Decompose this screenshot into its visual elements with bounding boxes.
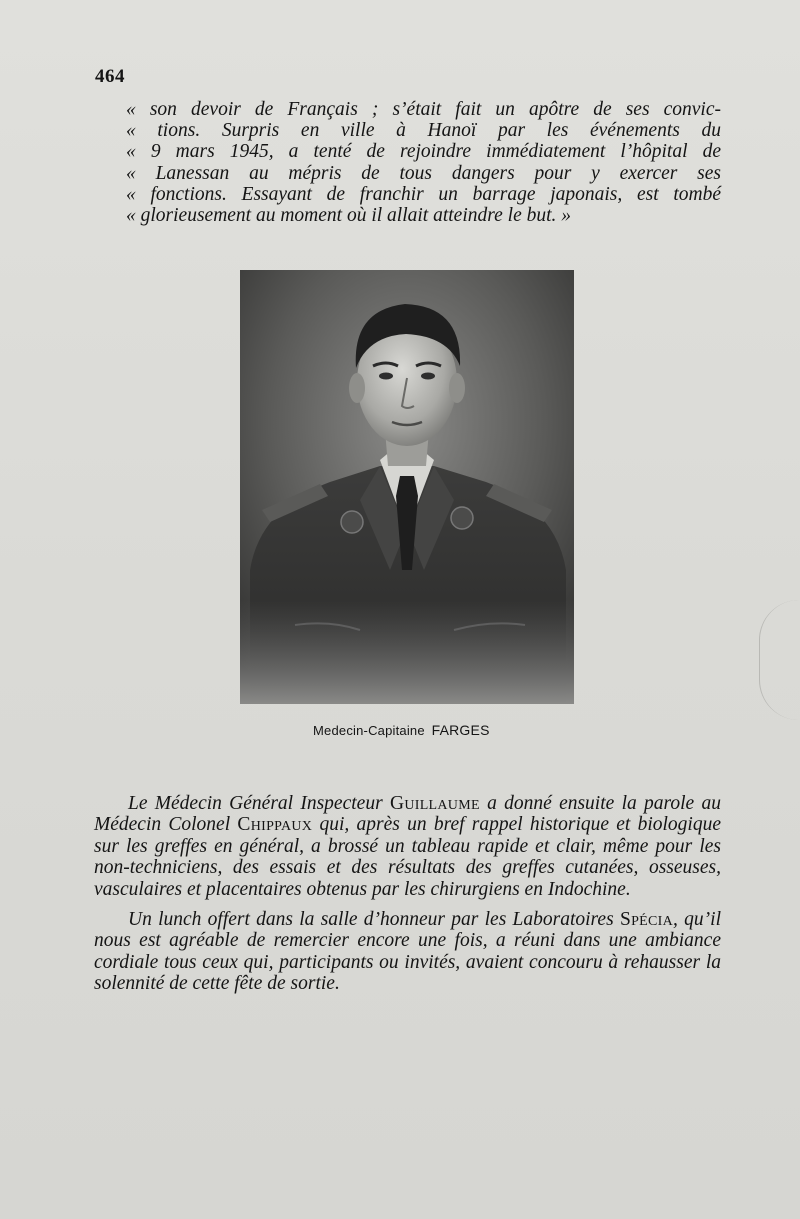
- paragraph-text: Le Médecin Général Inspecteur: [128, 793, 390, 814]
- person-name: Guillaume: [389, 793, 480, 814]
- quote-line: « son devoir de Français ; s’était fait un apôtre de ses convic-: [126, 99, 721, 120]
- caption-title: Medecin-Capitaine: [313, 723, 425, 738]
- page-edge-shadow: [759, 600, 800, 720]
- person-name: Chippaux: [237, 814, 313, 836]
- paragraph-ceremony: [94, 793, 721, 900]
- paragraph-text: qui, après un bref rappel historique et biologique sur les greffes en général, a brossé un tableau rapide et clair, même pour les non-techniciens, des essais et des résultats des greffes cutanées, osseuses, vasculaires et placentaires obtenus par les chirurgiens en Indochine.: [94, 814, 722, 900]
- caption-name: FARGES: [431, 722, 490, 738]
- company-name: Spécia: [619, 909, 674, 931]
- portrait-photo: [240, 270, 574, 704]
- paragraph-text: a donné ensuite la parole au Médecin Colonel: [94, 793, 721, 836]
- body-text: [94, 793, 721, 995]
- photo-caption: [313, 722, 490, 738]
- paragraph-lunch: [94, 909, 721, 995]
- paragraph-text: Un lunch offert dans la salle d’honneur par les Laboratoires: [128, 909, 620, 931]
- paragraph-text: , qu’il nous est agréable de remercier encore une fois, a réuni dans une ambiance cordiale tous ceux qui, participants ou invités, avaient concouru à rehausser la solennité de cette fête de sortie.: [94, 909, 721, 995]
- quote-line: « glorieusement au moment où il allait atteindre le but. »: [126, 205, 572, 227]
- quote-line: « fonctions. Essayant de franchir un barrage japonais, est tombé: [126, 183, 721, 205]
- quote-line: « 9 mars 1945, a tenté de rejoindre immédiatement l’hôpital de: [126, 141, 721, 163]
- portrait-illustration: [240, 270, 574, 704]
- page-number: 464: [95, 66, 125, 87]
- citation-quote: [126, 99, 721, 226]
- quote-line: « Lanessan au mépris de tous dangers pour y exercer ses: [126, 162, 721, 184]
- quote-line: « tions. Surpris en ville à Hanoï par les événements du: [126, 120, 721, 142]
